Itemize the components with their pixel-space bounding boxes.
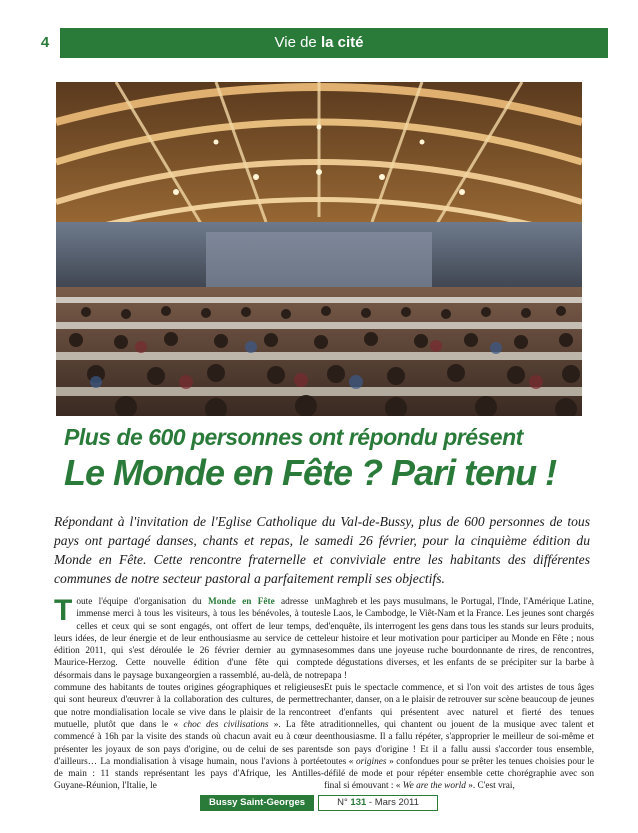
section-title: [30, 28, 608, 58]
issue-info: [318, 795, 438, 811]
page-number: 4: [30, 28, 60, 58]
quote-italic: choc des civilisations: [183, 719, 269, 730]
issue-number: 131: [350, 797, 367, 808]
intro-paragraph: Répondant à l'invitation de l'Eglise Catholique du Val-de-Bussy, plus de 600 personnes de tous pays ont partagé danses, chants et repas, le samedi 26 février, pour la cinquième édition du Monde en Fête. Cette rencontre fraternelle et conviviale entre les habitants des différentes communes de notre secteur pastoral a parfaitement rempli ses objectifs.: [54, 514, 590, 586]
quote-italic: We are the world: [402, 781, 466, 792]
article-column-right: [324, 596, 594, 793]
page-header: [30, 28, 608, 58]
issue-date: - Mars 2011: [366, 797, 419, 808]
kicker-headline: Plus de 600 personnes ont répondu présent: [64, 424, 523, 450]
text-span: ». La fête a commencé à 16h par la visite des stands où chacun avait eu à cœur de présenter les joyaux de son pays d'origine, ou de celui de ses parents d'ailleurs… La mondialisation à visage humain, nous l'avions à portée de main : 11 stands représentant les pays d'Afrique, les Antilles-Guyane-Réunion, l'Italie, le: [54, 719, 324, 792]
drop-cap: T: [54, 594, 73, 627]
text-span: Et puis le spectacle commence, et si l'on voit des artistes de tous âges chanter, danser, on a le plaisir de retrouver sur scène beaucoup de jeunes et d'enfants qui présentent avec naturel et fierté des tenues traditionnelles, qui chantent ou jouent de la musique avec talent et enthousiasme. Il a fallu répéter, s'approprier le meilleur de soi-même et de son pays d'origine ! Et il a fallu aussi s'accorder tous ensemble, toutes «: [324, 683, 594, 767]
event-name-highlight: Monde en Fête: [207, 597, 275, 607]
text-span: oute l'équipe d'organisation du: [76, 597, 208, 607]
publication-name: Bussy Saint-Georges: [200, 795, 314, 811]
article-paragraph: [324, 682, 594, 793]
text-span: adresse un immense merci à tous les visiteurs, à tous les bénévoles, à toutes celles et ceux qui se sont engagés, ont offert de leur temps, de leurs idées, de leur énergie et de leur enthousiasme au service de cette édition 2011, qui s'est déroulée le 26 février dernier au gymnase Maurice-Herzog. Cette nouvelle édition d'une fête qui compte désormais dans le paysage buxangeorgien a rassemblé, au-delà, de notre commune des habitants de toutes origines géographiques et religieuses qui sont heureux d'œuvrer à la collaboration des cultures, de permettre que notre mondialisation locale se vive dans le plaisir de la rencontre mutuelle, plutôt que dans le «: [54, 597, 324, 730]
page-footer: [200, 795, 438, 811]
section-title-prefix: Vie de: [274, 34, 321, 51]
article-paragraph: [54, 596, 324, 793]
main-headline: Le Monde en Fête ? Pari tenu !: [64, 452, 557, 493]
photo-illustration: [56, 82, 582, 416]
photo-gymnasium-crowd: [56, 82, 582, 416]
article-paragraph: Maghreb et les pays musulmans, le Portugal, l'Inde, l'Amérique Latine, le Laos, le Cambodge, le Viêt-Nam et la France. Les jeunes sont chargés d'enquête, ils interrogent les gens dans tous les stands sur leurs produits, leur histoire et leur motivation pour participer au Monde en Fête ; nous sommes dans une joyeuse ruche bourdonnante de rires, de rencontres, de dégustations diverses, et les enfants de se précipiter sur la barbe à papa !: [324, 597, 594, 681]
article-column-left: [54, 596, 324, 793]
text-span: » confondues pour se prêter les tenues choisies pour le défilé de mode et pour répéter ensemble cette chorégraphie avec son final si émouvant : «: [324, 756, 594, 792]
section-title-bold: la cité: [320, 34, 364, 51]
quote-italic: origines: [356, 756, 387, 767]
text-span: ». C'est vrai,: [465, 781, 515, 792]
issue-prefix: N°: [337, 797, 351, 808]
